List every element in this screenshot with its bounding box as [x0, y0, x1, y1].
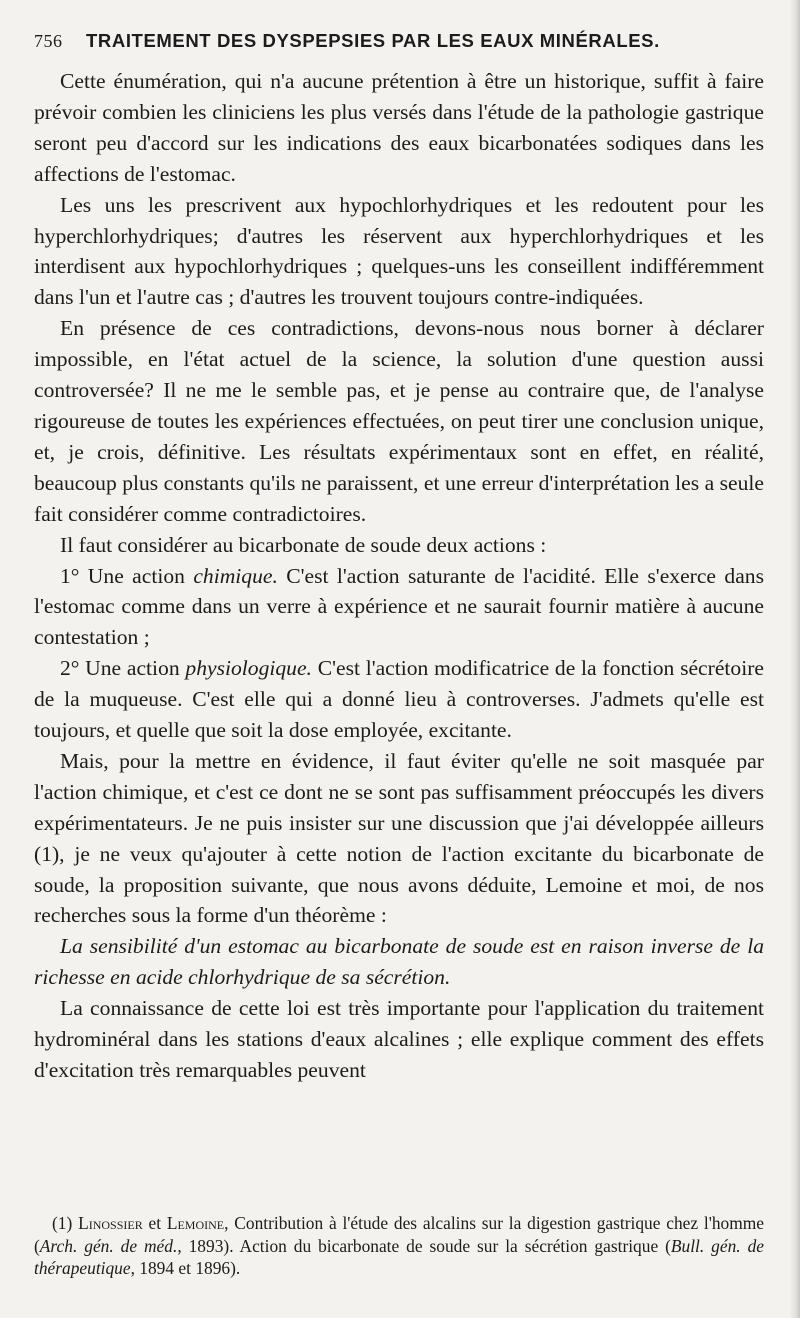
paragraph-law-importance: La connaissance de cette loi est très importante pour l'application du traitement hydrominéral dans les stations d'eaux alcalines ; elle explique comment des effets d'excitation très remarquables peuvent: [34, 996, 764, 1082]
paragraph-two-actions: Il faut considérer au bicarbonate de soude deux actions :: [60, 532, 547, 557]
footnote-text-2: , 1893). Action du bicarbonate de soude sur la sécrétion gastrique (: [177, 1235, 671, 1256]
paragraph-chemical-action: [34, 561, 764, 654]
footnote-1: [34, 1212, 764, 1280]
chemical-action-lead: 1° Une action: [60, 563, 194, 588]
footnote-journal-1: Arch. gén. de méd.: [39, 1235, 178, 1256]
footnote-author-lemoine: Lemoine: [166, 1213, 225, 1233]
paragraph-physiological-action: [34, 653, 764, 746]
paragraph-masking: Mais, pour la mettre en évidence, il faut éviter qu'elle ne soit masquée par l'action chimique, et c'est ce dont ne se sont pas suffisamment préoccupés les divers expérimentateurs. Je ne puis insister sur une discussion que j'ai développée ailleurs (1), je ne veux qu'ajouter à cette notion de l'action excitante du bicarbonate de soude, la proposition suivante, que nous avons déduite, Lemoine et moi, de nos recherches sous la forme d'un théorème :: [34, 748, 764, 928]
footnotes: [34, 1212, 764, 1280]
paragraph-prescriptions: Les uns les prescrivent aux hypochlorhydriques et les redoutent pour les hyperchlorhydriques; d'autres les réservent aux hyperchlorhydriques et les interdisent aux hypochlorhydriques ; quelques-uns les conseillent indifféremment dans l'un et l'autre cas ; d'autres les trouvent toujours contre-indiquées.: [34, 192, 764, 310]
footnote-marker: (1): [52, 1213, 79, 1233]
theorem-statement: La sensibilité d'un estomac au bicarbonate de soude est en raison inverse de la richesse en acide chlorhydrique de sa sécrétion.: [34, 934, 764, 990]
footnote-author-linossier: Linossier: [78, 1213, 143, 1233]
page-binding-shadow: [790, 0, 800, 1318]
chemical-action-term: chimique.: [193, 563, 278, 588]
chemical-action-text: C'est l'action saturante de l'acidité. Elle s'exerce dans l'estomac comme dans un verre à expérience et ne saurait fournir matière à aucune contestation ;: [34, 563, 764, 650]
page-number: 756: [34, 31, 63, 51]
footnote-conjunction: et: [142, 1213, 167, 1233]
paragraph-contradictions: En présence de ces contradictions, devons-nous nous borner à déclarer impossible, en l'état actuel de la science, la solution d'une question aussi controversée? Il ne me le semble pas, et je pense au contraire que, de l'analyse rigoureuse de toutes les expériences effectuées, on peut tirer une conclusion unique, et, je crois, définitive. Les résultats expérimentaux sont en effet, en réalité, beaucoup plus constants qu'ils ne paraissent, et une erreur d'interprétation les a seule fait considérer comme contradictoires.: [34, 316, 764, 526]
footnote-journal-2: Bull. gén. de thérapeutique: [34, 1235, 764, 1278]
footnote-text-1: , Contribution à l'étude des alcalins sur la digestion gastrique chez l'homme (: [34, 1213, 764, 1256]
body-text: [34, 66, 764, 1086]
running-title: TRAITEMENT DES DYSPEPSIES PAR LES EAUX MINÉRALES.: [86, 30, 660, 51]
footnote-text-3: , 1894 et 1896).: [130, 1258, 241, 1278]
physiological-action-lead: 2° Une action: [60, 656, 186, 681]
physiological-action-text: C'est l'action modificatrice de la fonction sécrétoire de la muqueuse. C'est elle qui a donné lieu à controverses. J'admets qu'elle est toujours, et quelle que soit la dose employée, excitante.: [34, 656, 764, 743]
physiological-action-term: physiologique.: [185, 656, 312, 681]
running-header: [34, 30, 786, 60]
paragraph-intro: Cette énumération, qui n'a aucune prétention à être un historique, suffit à faire prévoir combien les cliniciens les plus versés dans l'étude de la pathologie gastrique seront peu d'accord sur les indications des eaux bicarbonatées sodiques dans les affections de l'estomac.: [34, 69, 764, 186]
